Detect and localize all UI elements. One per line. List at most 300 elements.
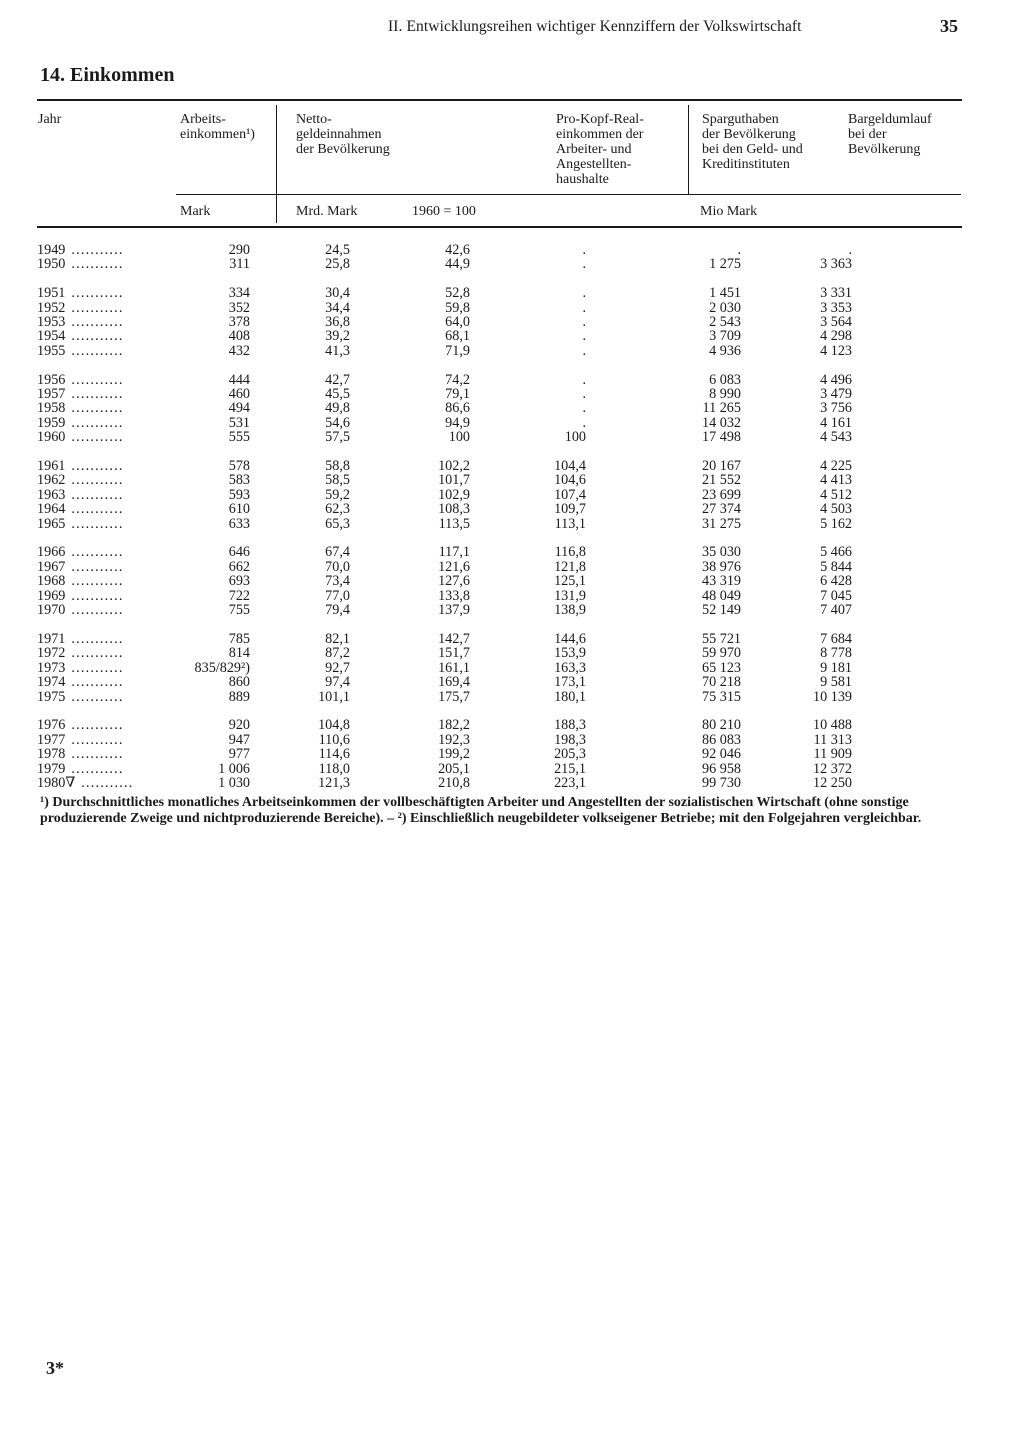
table-row [37, 574, 917, 588]
column-separator [276, 105, 277, 223]
cell-value: 121,3 [318, 774, 350, 791]
cell-value: 25,8 [325, 256, 350, 273]
year-label: 1951 [37, 285, 66, 302]
cell-year [37, 344, 187, 358]
year-label: 1956 [37, 371, 66, 388]
year-label: 1967 [37, 558, 66, 575]
year-label: 1977 [37, 731, 66, 748]
cell-value: 74,2 [445, 371, 470, 388]
cell-value: 34,4 [325, 299, 350, 316]
cell-year [37, 545, 187, 559]
cell-value: 86 083 [701, 731, 741, 748]
cell-value: 24,5 [325, 242, 350, 258]
cell-value: 49,8 [325, 400, 350, 417]
table-row [37, 690, 917, 704]
cell-value: 79,1 [445, 386, 470, 403]
cell-value: 5 844 [820, 558, 852, 575]
year-label: 1975 [37, 688, 66, 705]
running-head: II. Entwicklungsreihen wichtiger Kennziffern der Volkswirtschaft [388, 18, 802, 35]
table-row [37, 286, 917, 300]
cell-value: 352 [228, 299, 250, 316]
cell-value: 31 275 [701, 515, 741, 532]
cell-value: 151,7 [438, 645, 470, 662]
cell-value: 101,7 [438, 472, 470, 489]
cell-value: 144,6 [554, 630, 586, 647]
cell-value: . [582, 299, 586, 316]
cell-value: 4 496 [820, 371, 852, 388]
cell-value: 785 [228, 630, 250, 647]
cell-value: 3 709 [709, 328, 741, 345]
cell-value: 100 [564, 429, 586, 446]
unit-mrd-mark: Mrd. Mark [296, 204, 358, 219]
cell-year [37, 502, 187, 516]
cell-value: 113,1 [554, 515, 586, 532]
cell-value: 101,1 [318, 688, 350, 705]
cell-value: 2 030 [709, 299, 741, 316]
leader-dots: ........... [71, 314, 124, 331]
unit-index: 1960 = 100 [412, 204, 476, 219]
year-label: 1960 [37, 429, 66, 446]
cell-year [37, 747, 187, 761]
cell-value: 188,3 [554, 717, 586, 734]
cell-value: 70 218 [701, 674, 741, 691]
column-separator [688, 105, 689, 195]
cell-value: 3 331 [820, 285, 852, 302]
cell-value: 68,1 [445, 328, 470, 345]
cell-value: 378 [228, 314, 250, 331]
cell-value: 64,0 [445, 314, 470, 331]
cell-value: 633 [228, 515, 250, 532]
leader-dots: ........... [71, 602, 124, 619]
cell-value: 6 428 [820, 573, 852, 590]
leader-dots: ........... [71, 573, 124, 590]
cell-value: 48 049 [701, 587, 741, 604]
cell-year [37, 243, 187, 257]
table-row [37, 661, 917, 675]
group-gap [37, 618, 917, 632]
cell-year [37, 315, 187, 329]
table-row [37, 257, 917, 271]
header-pro-kopf-realeinkommen: Pro-Kopf-Real- einkommen der Arbeiter- und Angestellten- haushalte [556, 112, 644, 187]
cell-value: 52 149 [701, 602, 741, 619]
cell-value: 583 [228, 472, 250, 489]
table-row [37, 632, 917, 646]
leader-dots: ........... [71, 256, 124, 273]
cell-value: 4 298 [820, 328, 852, 345]
cell-value: 117,1 [438, 544, 470, 561]
leader-dots: ........... [71, 501, 124, 518]
cell-value: 7 684 [820, 630, 852, 647]
cell-value: 138,9 [554, 602, 586, 619]
table-row [37, 560, 917, 574]
cell-value: 182,2 [438, 717, 470, 734]
cell-value: 662 [228, 558, 250, 575]
year-label: 1957 [37, 386, 66, 403]
cell-value: 82,1 [325, 630, 350, 647]
leader-dots: ........... [71, 645, 124, 662]
cell-value: 137,9 [438, 602, 470, 619]
cell-value: 39,2 [325, 328, 350, 345]
cell-year [37, 329, 187, 343]
cell-value: . [737, 242, 741, 258]
footnote: ¹) Durchschnittliches monatliches Arbeitseinkommen der vollbeschäftigten Arbeiter und Angestellten der sozialistischen Wirtschaft (ohne sonstige produzierende Zweige und nichtproduzierende Bereiche). – ²) Einschließlich neugebildeter volkseigener Betriebe; mit den Folgejahren vergleichbar. [40, 795, 922, 826]
year-label: 1978 [37, 746, 66, 763]
cell-value: 3 479 [820, 386, 852, 403]
group-gap [37, 531, 917, 545]
cell-value: 10 139 [812, 688, 852, 705]
table-row [37, 488, 917, 502]
cell-year [37, 675, 187, 689]
cell-value: 1 030 [218, 774, 250, 791]
table-row [37, 747, 917, 761]
leader-dots: ........... [71, 342, 124, 359]
year-label: 1966 [37, 544, 66, 561]
year-label: 1953 [37, 314, 66, 331]
page-number: 35 [940, 16, 958, 36]
cell-value: 96 958 [701, 760, 741, 777]
cell-value: 121,6 [438, 558, 470, 575]
cell-value: 205,1 [438, 760, 470, 777]
cell-year [37, 401, 187, 415]
cell-value: 5 162 [820, 515, 852, 532]
cell-year [37, 574, 187, 588]
year-label: 1971 [37, 630, 66, 647]
cell-value: 12 250 [812, 774, 852, 791]
table-body [37, 243, 917, 790]
table-row [37, 315, 917, 329]
table-row [37, 517, 917, 531]
cell-value: 494 [228, 400, 250, 417]
leader-dots: ........... [71, 760, 124, 777]
cell-year [37, 488, 187, 502]
cell-value: 814 [228, 645, 250, 662]
cell-year [37, 373, 187, 387]
cell-value: 693 [228, 573, 250, 590]
table-row [37, 733, 917, 747]
cell-value: 27 374 [701, 501, 741, 518]
leader-dots: ........... [71, 242, 124, 258]
cell-value: 12 372 [812, 760, 852, 777]
cell-year [37, 762, 187, 776]
leader-dots: ........... [71, 299, 124, 316]
cell-value: 11 909 [813, 746, 852, 763]
year-label: 1976 [37, 717, 66, 734]
cell-value: 610 [228, 501, 250, 518]
cell-value: 67,4 [325, 544, 350, 561]
cell-value: 4 936 [709, 342, 741, 359]
cell-year [37, 646, 187, 660]
cell-value: 23 699 [701, 486, 741, 503]
year-label: 1974 [37, 674, 66, 691]
cell-value: 4 503 [820, 501, 852, 518]
cell-value: . [848, 242, 852, 258]
cell-year [37, 286, 187, 300]
cell-value: 104,8 [318, 717, 350, 734]
cell-value: 54,6 [325, 414, 350, 431]
cell-value: 947 [228, 731, 250, 748]
cell-value: 92,7 [325, 659, 350, 676]
header-year: Jahr [38, 112, 62, 127]
cell-value: 113,5 [438, 515, 470, 532]
cell-value: 127,6 [438, 573, 470, 590]
cell-value: 4 161 [820, 414, 852, 431]
cell-value: 4 123 [820, 342, 852, 359]
cell-value: 444 [228, 371, 250, 388]
leader-dots: ........... [71, 630, 124, 647]
group-gap [37, 358, 917, 372]
cell-value: 108,3 [438, 501, 470, 518]
cell-year [37, 560, 187, 574]
cell-year [37, 387, 187, 401]
table-row [37, 545, 917, 559]
cell-value: 58,5 [325, 472, 350, 489]
cell-value: 4 543 [820, 429, 852, 446]
header-bargeldumlauf: Bargeldumlauf bei der Bevölkerung [848, 112, 932, 157]
leader-dots: ........... [71, 458, 124, 475]
table-row [37, 762, 917, 776]
cell-value: 114,6 [318, 746, 350, 763]
cell-value: 755 [228, 602, 250, 619]
cell-value: 153,9 [554, 645, 586, 662]
table-row [37, 589, 917, 603]
cell-value: 311 [229, 256, 250, 273]
leader-dots: ........... [71, 717, 124, 734]
cell-value: 45,5 [325, 386, 350, 403]
cell-year [37, 430, 187, 444]
cell-value: 99 730 [701, 774, 741, 791]
table-row [37, 344, 917, 358]
year-label: 1980∇ [37, 774, 76, 791]
cell-value: 646 [228, 544, 250, 561]
cell-value: 43 319 [701, 573, 741, 590]
header-bottom-rule [37, 226, 962, 228]
cell-value: 5 466 [820, 544, 852, 561]
cell-year [37, 690, 187, 704]
table-row [37, 459, 917, 473]
cell-value: 87,2 [325, 645, 350, 662]
cell-value: 531 [228, 414, 250, 431]
leader-dots: ........... [71, 746, 124, 763]
cell-value: 578 [228, 458, 250, 475]
cell-value: 57,5 [325, 429, 350, 446]
table-row [37, 502, 917, 516]
cell-value: 9 181 [820, 659, 852, 676]
cell-value: 173,1 [554, 674, 586, 691]
year-label: 1965 [37, 515, 66, 532]
cell-value: 1 451 [709, 285, 741, 302]
unit-mark: Mark [180, 204, 211, 219]
unit-mio-mark: Mio Mark [700, 204, 758, 219]
group-gap [37, 704, 917, 718]
year-label: 1969 [37, 587, 66, 604]
cell-value: 131,9 [554, 587, 586, 604]
cell-value: 2 543 [709, 314, 741, 331]
signature-mark: 3* [46, 1358, 64, 1378]
year-label: 1979 [37, 760, 66, 777]
year-label: 1955 [37, 342, 66, 359]
cell-value: 432 [228, 342, 250, 359]
cell-value: 9 581 [820, 674, 852, 691]
leader-dots: ........... [71, 472, 124, 489]
table-row [37, 776, 917, 790]
cell-value: 8 778 [820, 645, 852, 662]
cell-value: 175,7 [438, 688, 470, 705]
cell-value: 215,1 [554, 760, 586, 777]
leader-dots: ........... [71, 400, 124, 417]
cell-value: 58,8 [325, 458, 350, 475]
year-label: 1961 [37, 458, 66, 475]
leader-dots: ........... [71, 386, 124, 403]
table-row [37, 329, 917, 343]
cell-value: 100 [448, 429, 470, 446]
header-arbeitseinkommen: Arbeits- einkommen¹) [180, 112, 255, 142]
table-row [37, 718, 917, 732]
year-label: 1962 [37, 472, 66, 489]
cell-value: 70,0 [325, 558, 350, 575]
cell-value: 835/829²) [194, 659, 250, 676]
year-label: 1950 [37, 256, 66, 273]
cell-value: 44,9 [445, 256, 470, 273]
cell-value: 102,9 [438, 486, 470, 503]
year-label: 1963 [37, 486, 66, 503]
cell-year [37, 459, 187, 473]
cell-value: 10 488 [812, 717, 852, 734]
table-row [37, 401, 917, 415]
header-sparguthaben: Sparguthaben der Bevölkerung bei den Geld- und Kreditinstituten [702, 112, 803, 172]
cell-value: 4 225 [820, 458, 852, 475]
cell-year [37, 473, 187, 487]
cell-value: 11 313 [813, 731, 852, 748]
cell-year [37, 517, 187, 531]
cell-value: 77,0 [325, 587, 350, 604]
cell-value: 290 [228, 242, 250, 258]
cell-year [37, 632, 187, 646]
table-top-rule [37, 99, 962, 101]
cell-value: 920 [228, 717, 250, 734]
cell-value: 3 363 [820, 256, 852, 273]
cell-value: . [582, 256, 586, 273]
income-table [37, 243, 917, 790]
cell-value: 62,3 [325, 501, 350, 518]
cell-value: . [582, 285, 586, 302]
cell-value: 86,6 [445, 400, 470, 417]
cell-value: . [582, 314, 586, 331]
leader-dots: ........... [71, 414, 124, 431]
cell-year [37, 589, 187, 603]
cell-value: 199,2 [438, 746, 470, 763]
cell-value: 42,6 [445, 242, 470, 258]
leader-dots: ........... [71, 659, 124, 676]
year-label: 1954 [37, 328, 66, 345]
header-nettogeldeinnahmen: Netto- geldeinnahmen der Bevölkerung [296, 112, 390, 157]
cell-value: 192,3 [438, 731, 470, 748]
cell-value: 104,4 [554, 458, 586, 475]
cell-value: 30,4 [325, 285, 350, 302]
cell-value: 116,8 [554, 544, 586, 561]
cell-year [37, 301, 187, 315]
cell-value: . [582, 386, 586, 403]
cell-value: 73,4 [325, 573, 350, 590]
cell-value: 71,9 [445, 342, 470, 359]
group-gap [37, 445, 917, 459]
cell-value: 59 970 [701, 645, 741, 662]
cell-value: 52,8 [445, 285, 470, 302]
cell-year [37, 257, 187, 271]
cell-value: 109,7 [554, 501, 586, 518]
cell-value: 408 [228, 328, 250, 345]
cell-value: 42,7 [325, 371, 350, 388]
cell-value: 163,3 [554, 659, 586, 676]
cell-value: 35 030 [701, 544, 741, 561]
cell-value: 104,6 [554, 472, 586, 489]
cell-year [37, 718, 187, 732]
cell-value: 79,4 [325, 602, 350, 619]
cell-value: 125,1 [554, 573, 586, 590]
cell-year [37, 416, 187, 430]
year-label: 1964 [37, 501, 66, 518]
cell-value: 142,7 [438, 630, 470, 647]
cell-value: . [582, 400, 586, 417]
cell-value: 55 721 [701, 630, 741, 647]
cell-value: 860 [228, 674, 250, 691]
cell-value: 198,3 [554, 731, 586, 748]
header-mid-rule [176, 194, 961, 195]
cell-value: 161,1 [438, 659, 470, 676]
cell-value: 4 413 [820, 472, 852, 489]
cell-value: 6 083 [709, 371, 741, 388]
cell-value: 65,3 [325, 515, 350, 532]
cell-value: 593 [228, 486, 250, 503]
cell-year [37, 776, 187, 790]
cell-value: 107,4 [554, 486, 586, 503]
cell-value: 65 123 [701, 659, 741, 676]
table-row [37, 646, 917, 660]
leader-dots: ........... [71, 731, 124, 748]
cell-year [37, 733, 187, 747]
cell-value: . [582, 328, 586, 345]
cell-value: 4 512 [820, 486, 852, 503]
leader-dots: ........... [71, 328, 124, 345]
cell-value: . [582, 242, 586, 258]
cell-value: 110,6 [318, 731, 350, 748]
cell-value: 223,1 [554, 774, 586, 791]
cell-value: 59,2 [325, 486, 350, 503]
year-label: 1952 [37, 299, 66, 316]
cell-value: 80 210 [701, 717, 741, 734]
cell-value: 36,8 [325, 314, 350, 331]
cell-value: 169,4 [438, 674, 470, 691]
cell-value: 97,4 [325, 674, 350, 691]
cell-value: . [582, 414, 586, 431]
cell-value: 3 756 [820, 400, 852, 417]
cell-year [37, 603, 187, 617]
cell-value: 59,8 [445, 299, 470, 316]
table-row [37, 243, 917, 257]
cell-value: . [582, 371, 586, 388]
leader-dots: ........... [71, 674, 124, 691]
cell-value: 7 045 [820, 587, 852, 604]
year-label: 1949 [37, 242, 66, 258]
cell-value: 1 275 [709, 256, 741, 273]
leader-dots: ........... [71, 688, 124, 705]
cell-value: 555 [228, 429, 250, 446]
cell-value: 94,9 [445, 414, 470, 431]
cell-value: 3 564 [820, 314, 852, 331]
cell-value: 75 315 [701, 688, 741, 705]
leader-dots: ........... [71, 371, 124, 388]
year-label: 1972 [37, 645, 66, 662]
section-title: 14. Einkommen [40, 64, 175, 86]
